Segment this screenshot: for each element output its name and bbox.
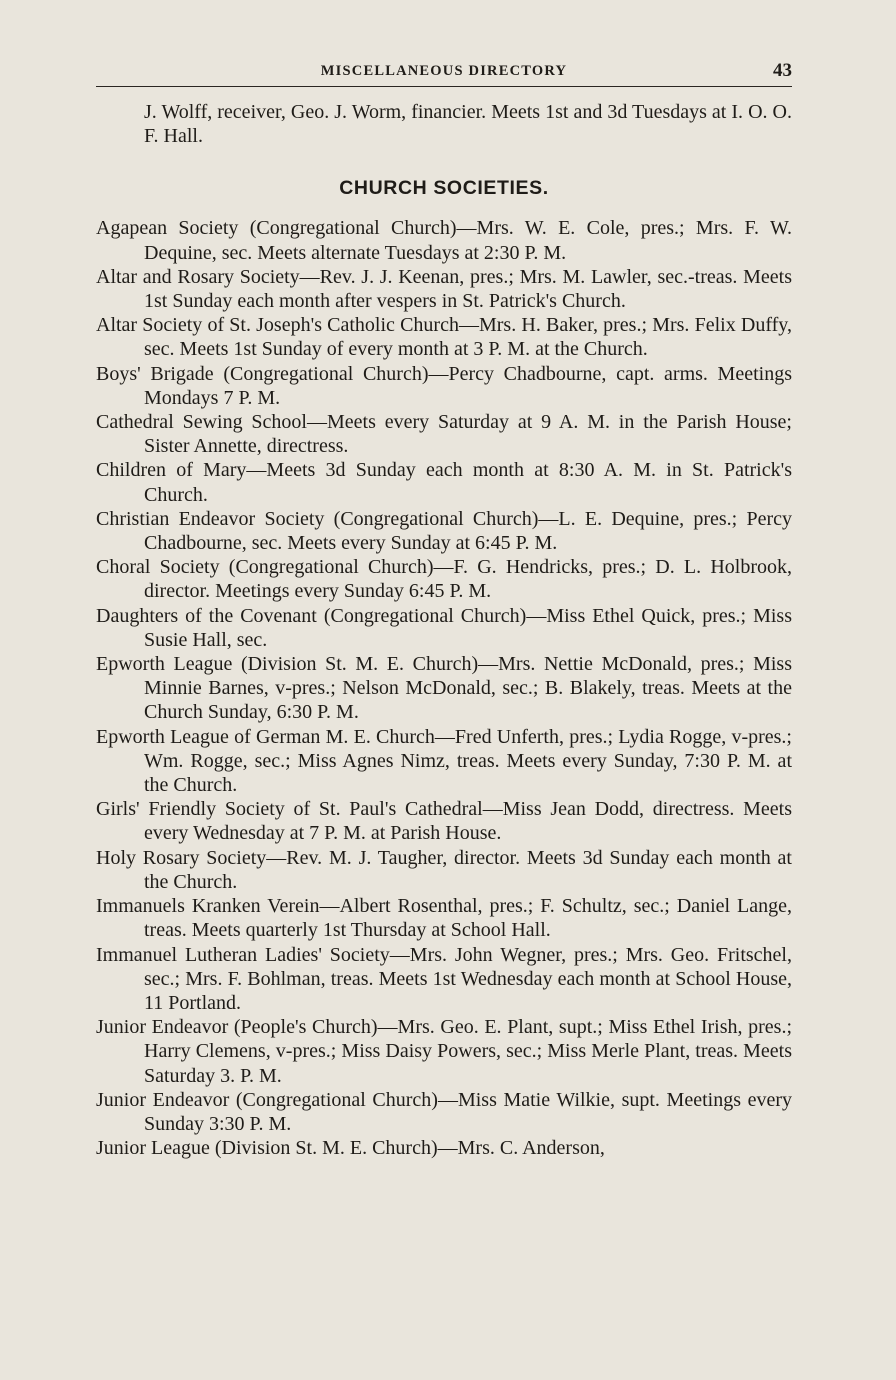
society-entry: Altar Society of St. Joseph's Catholic Church—Mrs. H. Baker, pres.; Mrs. Felix Duffy, sec. Meets 1st Sunday of every month at 3 P. M. at the Church.: [96, 314, 792, 361]
society-entry: Girls' Friendly Society of St. Paul's Cathedral—Miss Jean Dodd, directress. Meets every Wednesday at 7 P. M. at Parish House.: [96, 798, 792, 845]
society-entry: Immanuel Lutheran Ladies' Society—Mrs. John Wegner, pres.; Mrs. Geo. Fritschel, sec.; Mrs. F. Bohlman, treas. Meets 1st Wednesday each month at School House, 11 Portland.: [96, 943, 792, 1014]
continued-entry: J. Wolff, receiver, Geo. J. Worm, financier. Meets 1st and 3d Tuesdays at I. O. O. F. Hall.: [144, 101, 792, 148]
society-entry: Holy Rosary Society—Rev. M. J. Taugher, director. Meets 3d Sunday each month at the Church.: [96, 846, 792, 893]
page-number: 43: [773, 60, 792, 81]
society-entry: Daughters of the Covenant (Congregational Church)—Miss Ethel Quick, pres.; Miss Susie Hall, sec.: [96, 604, 792, 651]
society-entry: Altar and Rosary Society—Rev. J. J. Keenan, pres.; Mrs. M. Lawler, sec.-treas. Meets 1st Sunday each month after vespers in St. Patrick's Church.: [96, 265, 792, 313]
society-entry: Epworth League (Division St. M. E. Church)—Mrs. Nettie McDonald, pres.; Miss Minnie Barnes, v-pres.; Nelson McDonald, sec.; B. Blakely, treas. Meets at the Church Sunday, 6:30 P. M.: [96, 653, 792, 724]
page-content: [96, 100, 792, 1160]
society-entry: Epworth League of German M. E. Church—Fred Unferth, pres.; Lydia Rogge, v-pres.; Wm. Rogge, sec.; Miss Agnes Nimz, treas. Meets every Sunday, 7:30 P. M. at the Church.: [96, 725, 792, 797]
society-entry: Agapean Society (Congregational Church)—Mrs. W. E. Cole, pres.; Mrs. F. W. Dequine, sec. Meets alternate Tuesdays at 2:30 P. M.: [96, 217, 792, 264]
society-entry: Children of Mary—Meets 3d Sunday each month at 8:30 A. M. in St. Patrick's Church.: [96, 459, 792, 506]
society-entry: Cathedral Sewing School—Meets every Saturday at 9 A. M. in the Parish House; Sister Annette, directress.: [96, 411, 792, 458]
society-entry: Junior Endeavor (Congregational Church)—Miss Matie Wilkie, supt. Meetings every Sunday 3:30 P. M.: [96, 1088, 792, 1135]
society-entry: Boys' Brigade (Congregational Church)—Percy Chadbourne, capt. arms. Meetings Mondays 7 P. M.: [96, 362, 792, 409]
section-heading: CHURCH SOCIETIES.: [339, 177, 549, 200]
society-entry: Christian Endeavor Society (Congregational Church)—L. E. Dequine, pres.; Percy Chadbourne, sec. Meets every Sunday at 6:45 P. M.: [96, 507, 792, 555]
page-header: [96, 60, 792, 87]
society-entry: Choral Society (Congregational Church)—F. G. Hendricks, pres.; D. L. Holbrook, director. Meetings every Sunday 6:45 P. M.: [96, 556, 792, 603]
running-title: MISCELLANEOUS DIRECTORY: [320, 63, 568, 79]
society-entry: Junior Endeavor (People's Church)—Mrs. Geo. E. Plant, supt.; Miss Ethel Irish, pres.; Harry Clemens, v-pres.; Miss Daisy Powers, sec.; Miss Merle Plant, treas. Meets Saturday 3. P. M.: [96, 1016, 792, 1087]
society-entry: Immanuels Kranken Verein—Albert Rosenthal, pres.; F. Schultz, sec.; Daniel Lange, treas. Meets quarterly 1st Thursday at School Hall.: [96, 895, 792, 942]
society-entry: Junior League (Division St. M. E. Church)—Mrs. C. Anderson,: [96, 1137, 605, 1160]
